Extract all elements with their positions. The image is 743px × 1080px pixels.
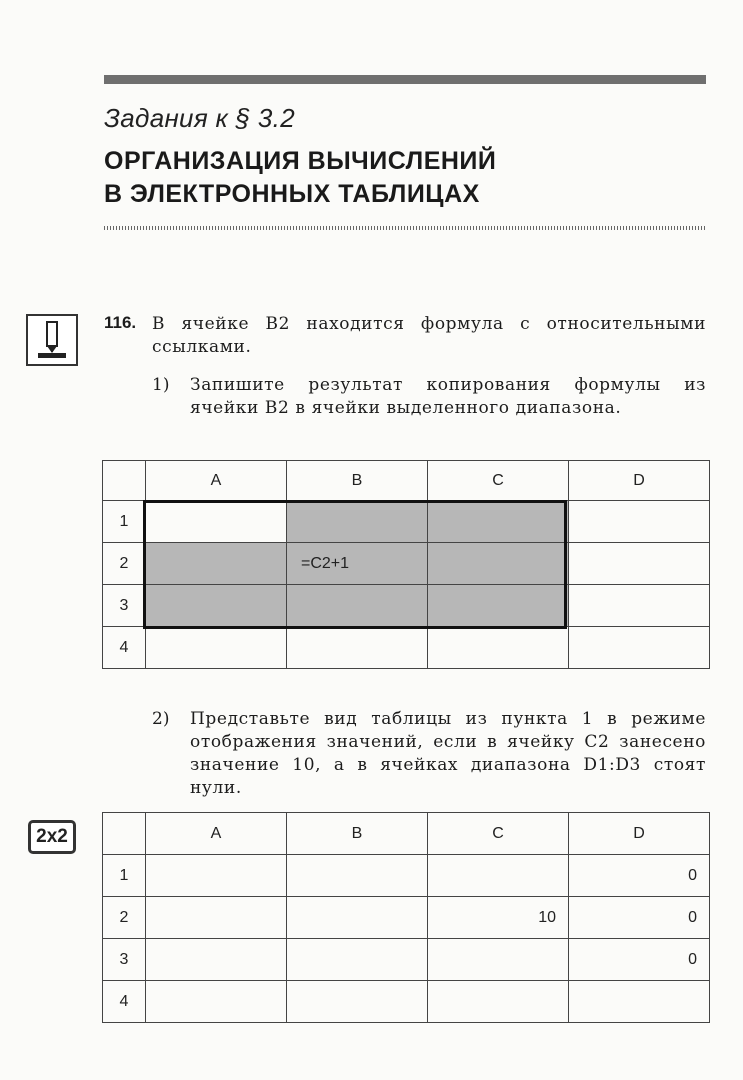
cell-c4[interactable] xyxy=(428,981,569,1023)
row-header-2: 2 xyxy=(103,897,146,939)
cell-d3[interactable] xyxy=(569,585,710,627)
cell-d2[interactable] xyxy=(569,543,710,585)
corner-cell xyxy=(103,813,146,855)
row-header-2: 2 xyxy=(103,543,146,585)
header-bar xyxy=(104,75,706,84)
column-header-b: B xyxy=(287,813,428,855)
cell-c3[interactable] xyxy=(428,939,569,981)
row-header-1: 1 xyxy=(103,855,146,897)
cell-d1[interactable] xyxy=(569,501,710,543)
cell-a1[interactable] xyxy=(146,855,287,897)
cell-d2[interactable]: 0 xyxy=(569,897,710,939)
cell-c3[interactable] xyxy=(428,585,569,627)
cell-b1[interactable] xyxy=(287,501,428,543)
item-2-text: Представьте вид таблицы из пункта 1 в режиме отображения значений, если в ячейку C2 занесено значение 10, а в ячейках диапазона D1:D3 стоят нули. xyxy=(190,709,706,798)
row-header-3: 3 xyxy=(103,939,146,981)
column-header-b: B xyxy=(287,461,428,501)
spreadsheet-1 xyxy=(102,460,710,669)
cell-c4[interactable] xyxy=(428,627,569,669)
spreadsheet-2 xyxy=(102,812,710,1023)
2x2-icon: 2x2 xyxy=(28,820,76,854)
item-1-number: 1) xyxy=(152,375,170,395)
cell-b3[interactable] xyxy=(287,585,428,627)
cell-a1[interactable] xyxy=(146,501,287,543)
column-header-a: A xyxy=(146,813,287,855)
section-title xyxy=(104,145,496,211)
cell-d4[interactable] xyxy=(569,981,710,1023)
cell-d1[interactable]: 0 xyxy=(569,855,710,897)
item-1-text: Запишите результат копирования формулы из ячейки B2 в ячейки выделенного диапазона. xyxy=(190,375,706,418)
column-header-d: D xyxy=(569,813,710,855)
cell-c1[interactable] xyxy=(428,855,569,897)
item-2-number: 2) xyxy=(152,709,170,729)
cell-a3[interactable] xyxy=(146,939,287,981)
cell-a4[interactable] xyxy=(146,981,287,1023)
section-subtitle: Задания к § 3.2 xyxy=(104,103,295,133)
cell-b3[interactable] xyxy=(287,939,428,981)
cell-b4[interactable] xyxy=(287,981,428,1023)
dotted-divider xyxy=(104,226,706,230)
cell-a2[interactable] xyxy=(146,543,287,585)
column-header-c: C xyxy=(428,461,569,501)
corner-cell xyxy=(103,461,146,501)
section-title-line-1: ОРГАНИЗАЦИЯ ВЫЧИСЛЕНИЙ xyxy=(104,147,497,175)
column-header-d: D xyxy=(569,461,710,501)
row-header-4: 4 xyxy=(103,981,146,1023)
cell-b2[interactable] xyxy=(287,897,428,939)
task-number: 116. xyxy=(104,313,137,332)
row-header-4: 4 xyxy=(103,627,146,669)
cell-b2-formula[interactable]: =C2+1 xyxy=(287,543,428,585)
cell-a3[interactable] xyxy=(146,585,287,627)
cell-d4[interactable] xyxy=(569,627,710,669)
cell-c2[interactable] xyxy=(428,543,569,585)
cell-b1[interactable] xyxy=(287,855,428,897)
cell-a2[interactable] xyxy=(146,897,287,939)
row-header-1: 1 xyxy=(103,501,146,543)
column-header-c: C xyxy=(428,813,569,855)
pen-icon xyxy=(26,314,78,366)
cell-d3[interactable]: 0 xyxy=(569,939,710,981)
cell-c1[interactable] xyxy=(428,501,569,543)
row-header-3: 3 xyxy=(103,585,146,627)
cell-a4[interactable] xyxy=(146,627,287,669)
cell-b4[interactable] xyxy=(287,627,428,669)
column-header-a: A xyxy=(146,461,287,501)
task-intro: В ячейке B2 находится формула с относительными ссылками. xyxy=(152,314,706,357)
section-title-line-2: В ЭЛЕКТРОННЫХ ТАБЛИЦАХ xyxy=(104,180,480,208)
cell-c2[interactable]: 10 xyxy=(428,897,569,939)
